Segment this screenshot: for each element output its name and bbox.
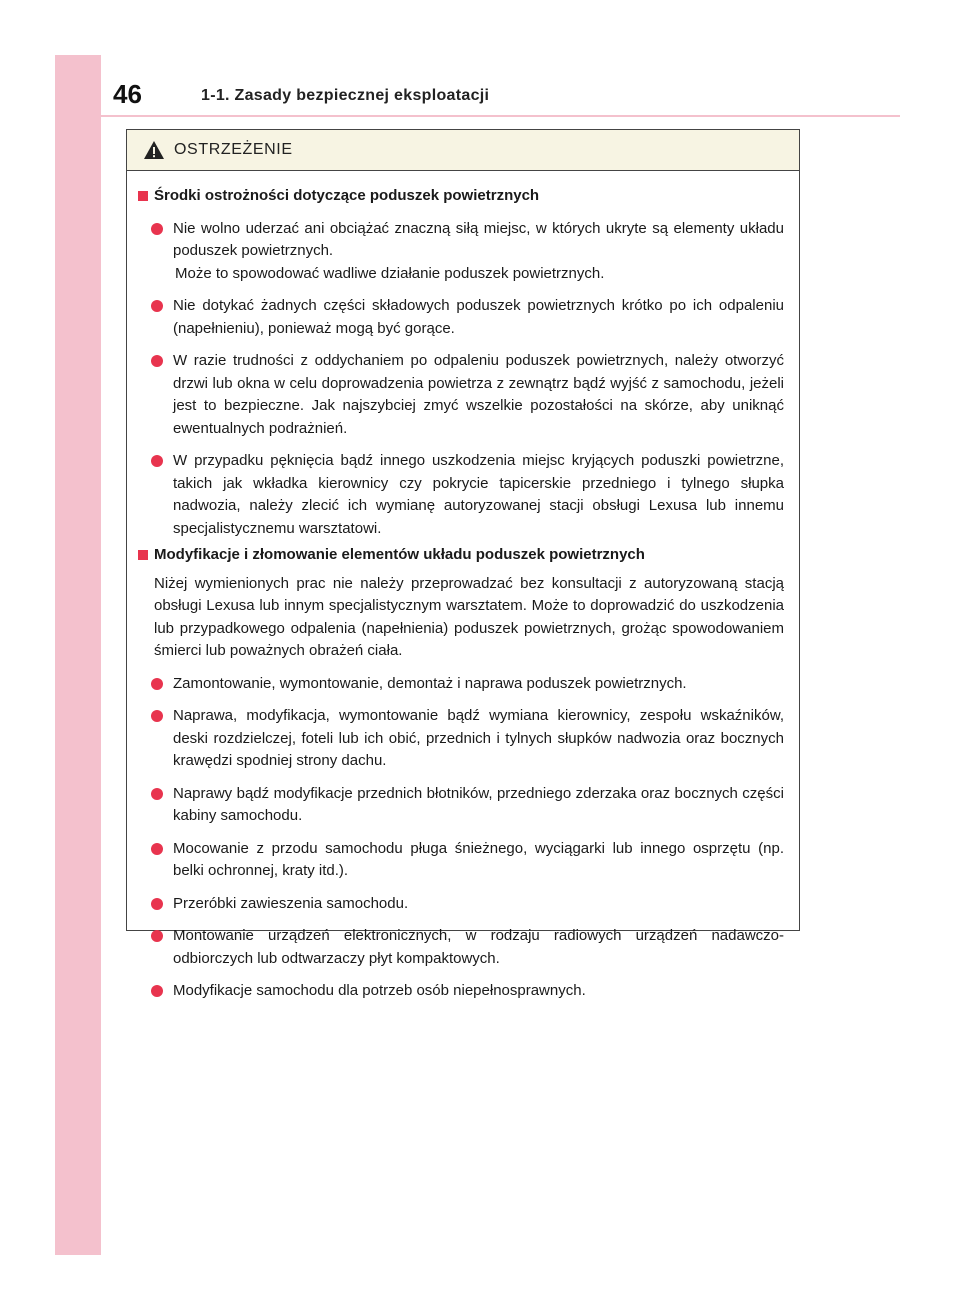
warning-box (126, 129, 800, 999)
bullet-note: Może to spowodować wadliwe działanie poduszek powietrznych. (175, 264, 605, 282)
round-bullet-icon (151, 678, 163, 690)
round-bullet-icon (151, 930, 163, 942)
warning-header (127, 130, 799, 171)
warning-title: OSTRZEŻENIE (174, 141, 293, 158)
header-divider (101, 115, 900, 117)
list-item: Przeróbki zawieszenia samochodu. (133, 893, 784, 916)
list-item: W przypadku pęknięcia bądź innego uszkodzenia miejsc kryjących poduszki powietrzne, takich jak wkładka kierownicy czy pokrycie tapicerskie przedniego i tylnego słupka nadwozia, należy zlecić ich wymianę autoryzowanej stacji obsługi Lexusa lub innemu specjalistycznemu warsztatowi. (133, 450, 784, 540)
page-header (101, 55, 900, 114)
list-item: Montowanie urządzeń elektronicznych, w rodzaju radiowych urządzeń nadawczo-odbiorczych lub odtwarzaczy płyt kompaktowych. (133, 925, 784, 970)
section-heading: Modyfikacje i złomowanie elementów układu poduszek powietrznych (133, 544, 784, 567)
round-bullet-icon (151, 355, 163, 367)
round-bullet-icon (151, 985, 163, 997)
list-item: Modyfikacje samochodu dla potrzeb osób niepełnosprawnych. (133, 980, 784, 1003)
round-bullet-icon (151, 788, 163, 800)
list-item: Naprawy bądź modyfikacje przednich błotników, przedniego zderzaka oraz bocznych części kabiny samochodu. (133, 783, 784, 828)
round-bullet-icon (151, 710, 163, 722)
page-number: 46 (113, 79, 142, 109)
list-item: Nie dotykać żadnych części składowych poduszek powietrznych krótko po ich odpaleniu (napełnieniu), ponieważ mogą być gorące. (133, 295, 784, 340)
warning-body (127, 171, 799, 1003)
square-bullet-icon (138, 191, 148, 201)
list-item: W razie trudności z oddychaniem po odpaleniu poduszek powietrznych, należy otworzyć drzwi lub okna w celu doprowadzenia powietrza z zewnątrz bądź wyjść z samochodu, jeżeli jest to bezpieczne. Jak najszybciej zmyć wszelkie pozostałości na skórze, aby uniknąć ewentualnych podrażnień. (133, 350, 784, 440)
list-item: Naprawa, modyfikacja, wymontowanie bądź wymiana kierownicy, zespołu wskaźników, deski rozdzielczej, foteli lub ich obić, przednich i tylnych słupków nadwozia oraz bocznych krawędzi spodniej strony dachu. (133, 705, 784, 773)
list-item: Nie wolno uderzać ani obciążać znaczną siłą miejsc, w których ukryte są elementy układu poduszek powietrznych. Może to spowodować wadliwe działanie poduszek powietrznych. (133, 218, 784, 286)
square-bullet-icon (138, 550, 148, 560)
list-item: Mocowanie z przodu samochodu pługa śnieżnego, wyciągarki lub innego osprzętu (np. belki ochronnej, kraty itd.). (133, 838, 784, 883)
warning-triangle-icon (143, 140, 165, 160)
round-bullet-icon (151, 300, 163, 312)
round-bullet-icon (151, 455, 163, 467)
section-heading: Środki ostrożności dotyczące poduszek powietrznych (133, 185, 784, 208)
section-intro: Niżej wymienionych prac nie należy przeprowadzać bez konsultacji z autoryzowaną stacją obsługi Lexusa lub innym specjalistycznym warsztatem. Może to doprowadzić do uszkodzenia lub przypadkowego odpalenia (napełnienia) poduszek powietrznych, grożąc spowodowaniem śmierci lub poważnych obrażeń ciała. (154, 574, 784, 659)
round-bullet-icon (151, 898, 163, 910)
list-item: Zamontowanie, wymontowanie, demontaż i naprawa poduszek powietrznych. (133, 673, 784, 696)
side-color-strip (55, 55, 101, 1255)
round-bullet-icon (151, 843, 163, 855)
section-title: 1-1. Zasady bezpiecznej eksploatacji (201, 87, 490, 104)
round-bullet-icon (151, 223, 163, 235)
